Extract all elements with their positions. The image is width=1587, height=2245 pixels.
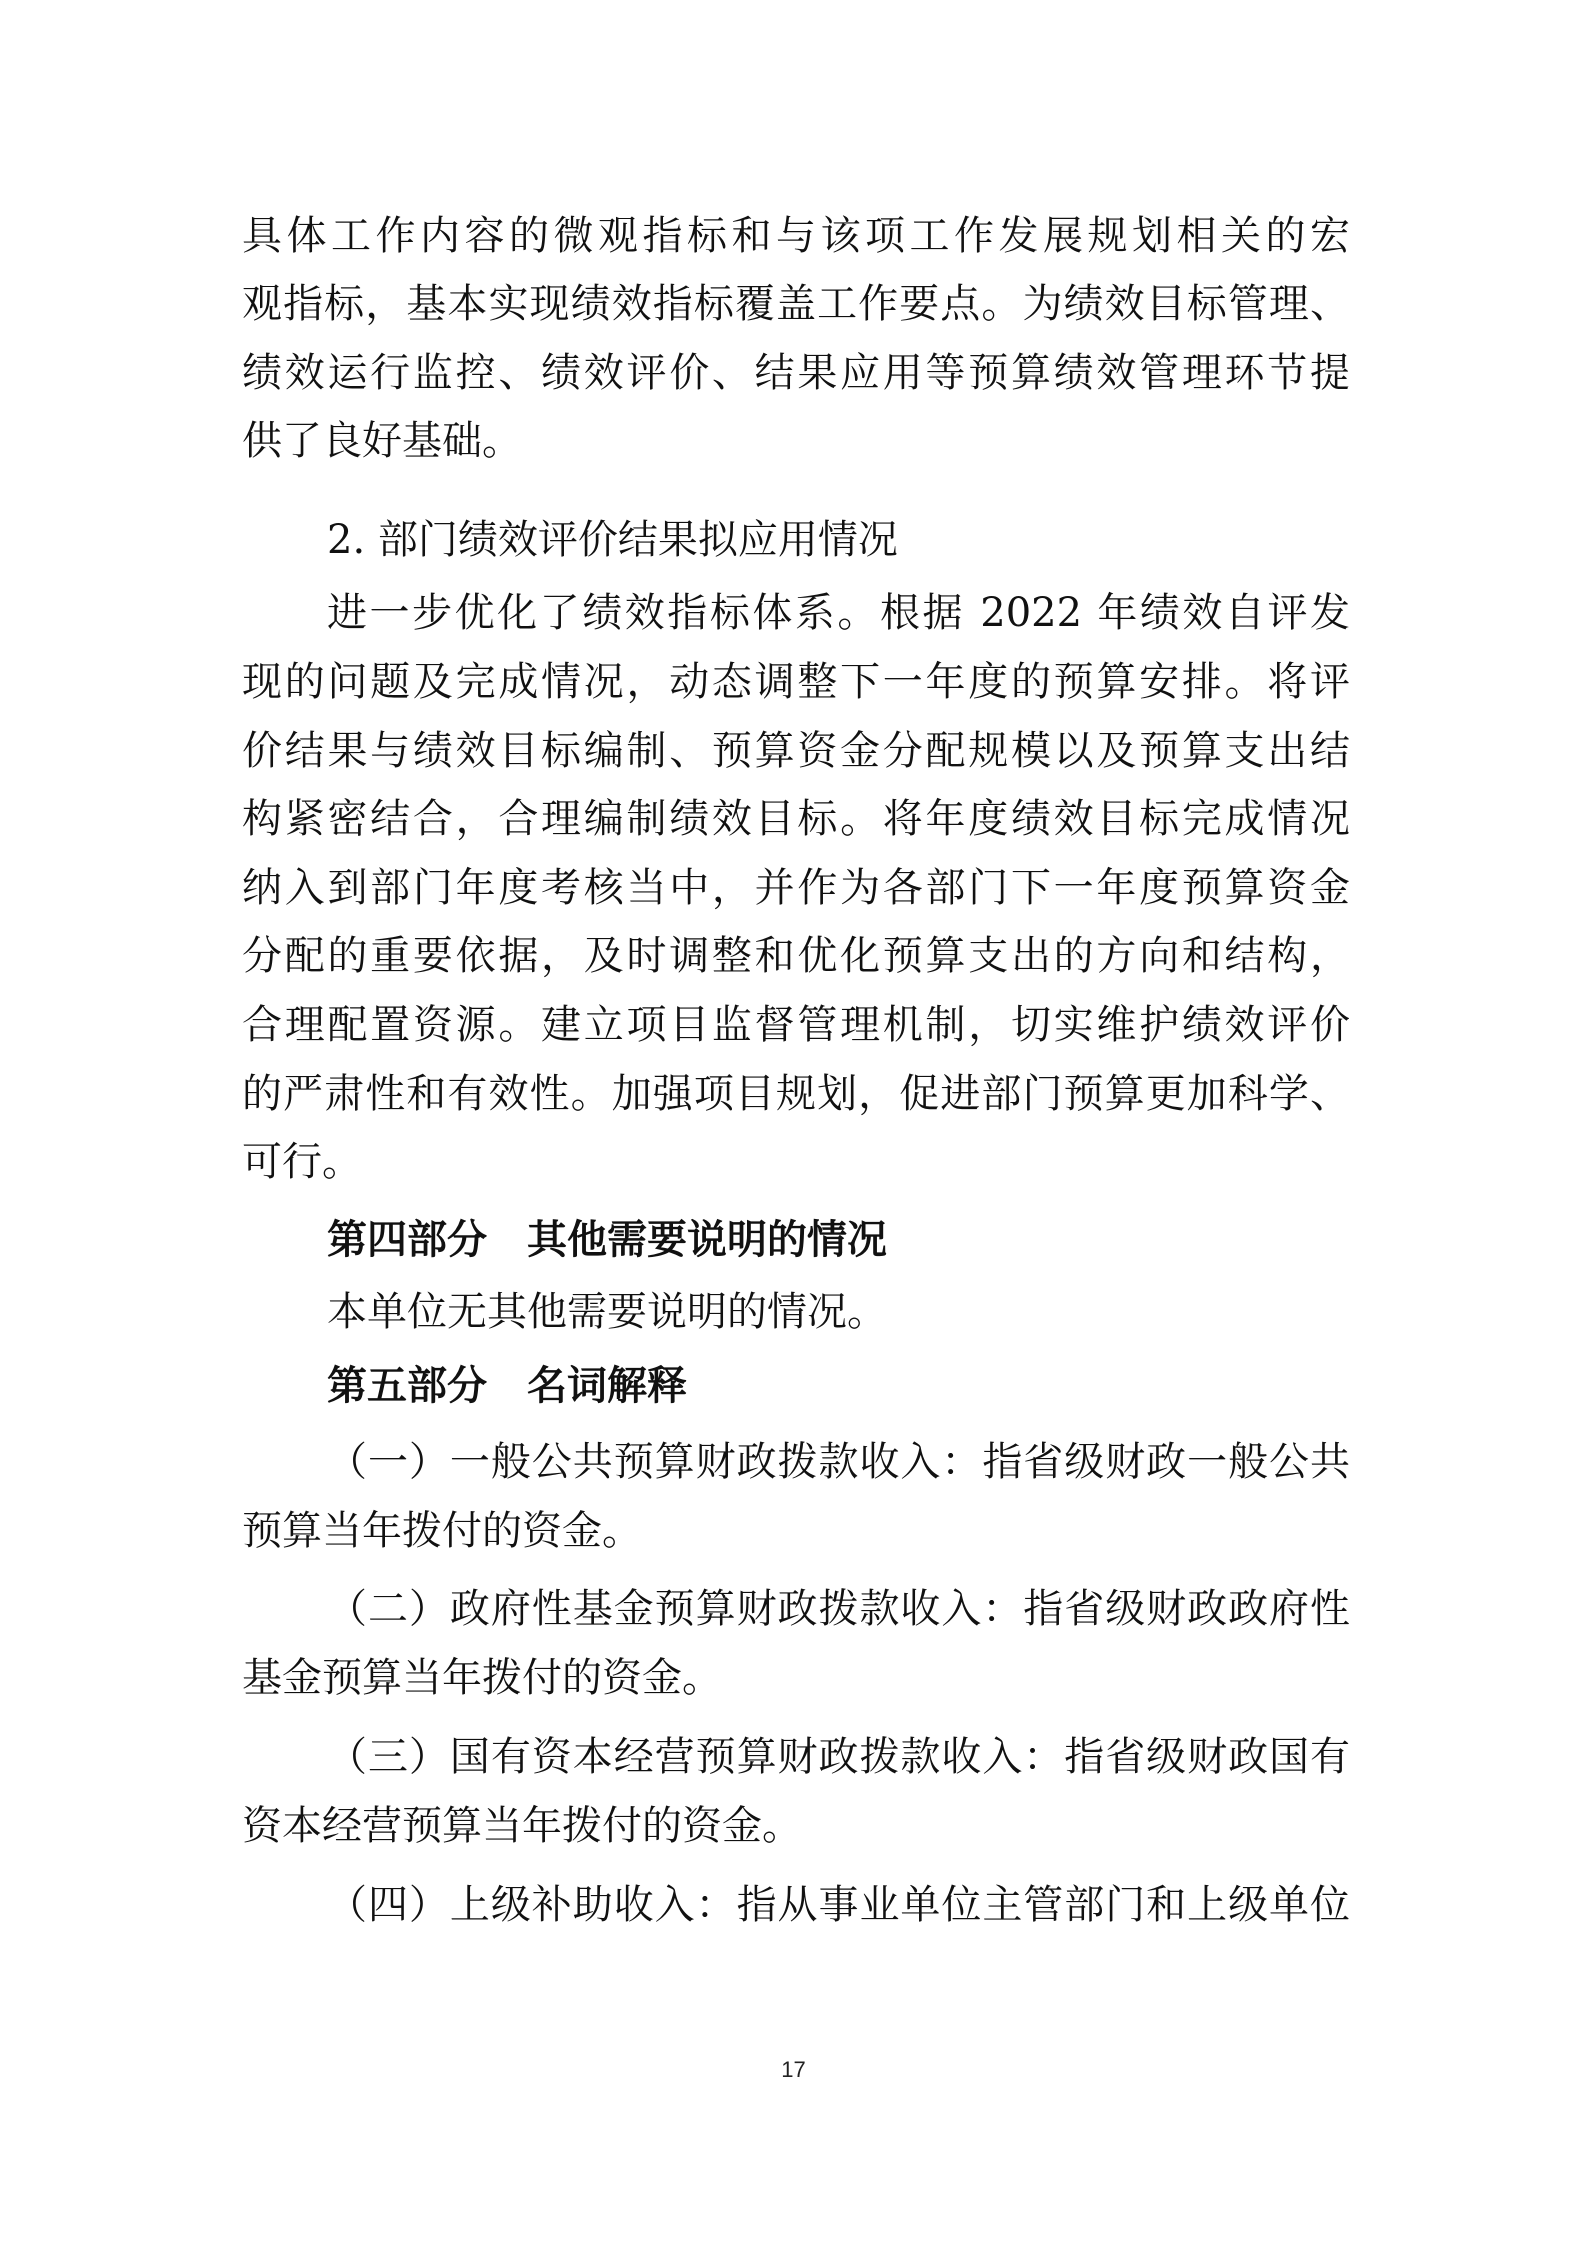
paragraph-1-line-4: 供了良好基础。 bbox=[242, 418, 522, 464]
paragraph-2-line-8: 的严肃性和有效性。加强项目规划，促进部门预算更加科学、 bbox=[242, 1071, 1350, 1117]
term-2-line-1: （二）政府性基金预算财政拨款收入：指省级财政政府性 bbox=[327, 1586, 1350, 1632]
part-5-heading: 第五部分 名词解释 bbox=[327, 1363, 687, 1409]
paragraph-2-line-1: 进一步优化了绩效指标体系。根据 2022 年绩效自评发 bbox=[327, 590, 1350, 636]
term-3-line-2: 资本经营预算当年拨付的资金。 bbox=[242, 1803, 802, 1849]
paragraph-2-line-6: 分配的重要依据，及时调整和优化预算支出的方向和结构， bbox=[242, 933, 1350, 979]
page-number: 17 bbox=[781, 2057, 806, 2082]
term-1-line-1: （一）一般公共预算财政拨款收入：指省级财政一般公共 bbox=[327, 1439, 1350, 1485]
term-3-line-1: （三）国有资本经营预算财政拨款收入：指省级财政国有 bbox=[327, 1734, 1350, 1780]
paragraph-1-line-2: 观指标，基本实现绩效指标覆盖工作要点。为绩效目标管理、 bbox=[242, 281, 1350, 327]
part-4-body: 本单位无其他需要说明的情况。 bbox=[327, 1289, 887, 1335]
paragraph-1-line-3: 绩效运行监控、绩效评价、结果应用等预算绩效管理环节提 bbox=[242, 350, 1350, 396]
paragraph-2-line-9: 可行。 bbox=[242, 1139, 362, 1185]
paragraph-2-line-2: 现的问题及完成情况，动态调整下一年度的预算安排。将评 bbox=[242, 659, 1350, 705]
part-4-heading: 第四部分 其他需要说明的情况 bbox=[327, 1217, 887, 1263]
paragraph-1-line-1: 具体工作内容的微观指标和与该项工作发展规划相关的宏 bbox=[242, 213, 1350, 259]
paragraph-2-line-3: 价结果与绩效目标编制、预算资金分配规模以及预算支出结 bbox=[242, 728, 1350, 774]
term-4-line-1: （四）上级补助收入：指从事业单位主管部门和上级单位 bbox=[327, 1882, 1350, 1928]
paragraph-2-line-5: 纳入到部门年度考核当中，并作为各部门下一年度预算资金 bbox=[242, 865, 1350, 911]
term-1-line-2: 预算当年拨付的资金。 bbox=[242, 1508, 642, 1554]
term-2-line-2: 基金预算当年拨付的资金。 bbox=[242, 1655, 722, 1701]
subheading-2: 2. 部门绩效评价结果拟应用情况 bbox=[327, 517, 898, 563]
paragraph-2-line-4: 构紧密结合，合理编制绩效目标。将年度绩效目标完成情况 bbox=[242, 796, 1350, 842]
paragraph-2-line-7: 合理配置资源。建立项目监督管理机制，切实维护绩效评价 bbox=[242, 1002, 1350, 1048]
